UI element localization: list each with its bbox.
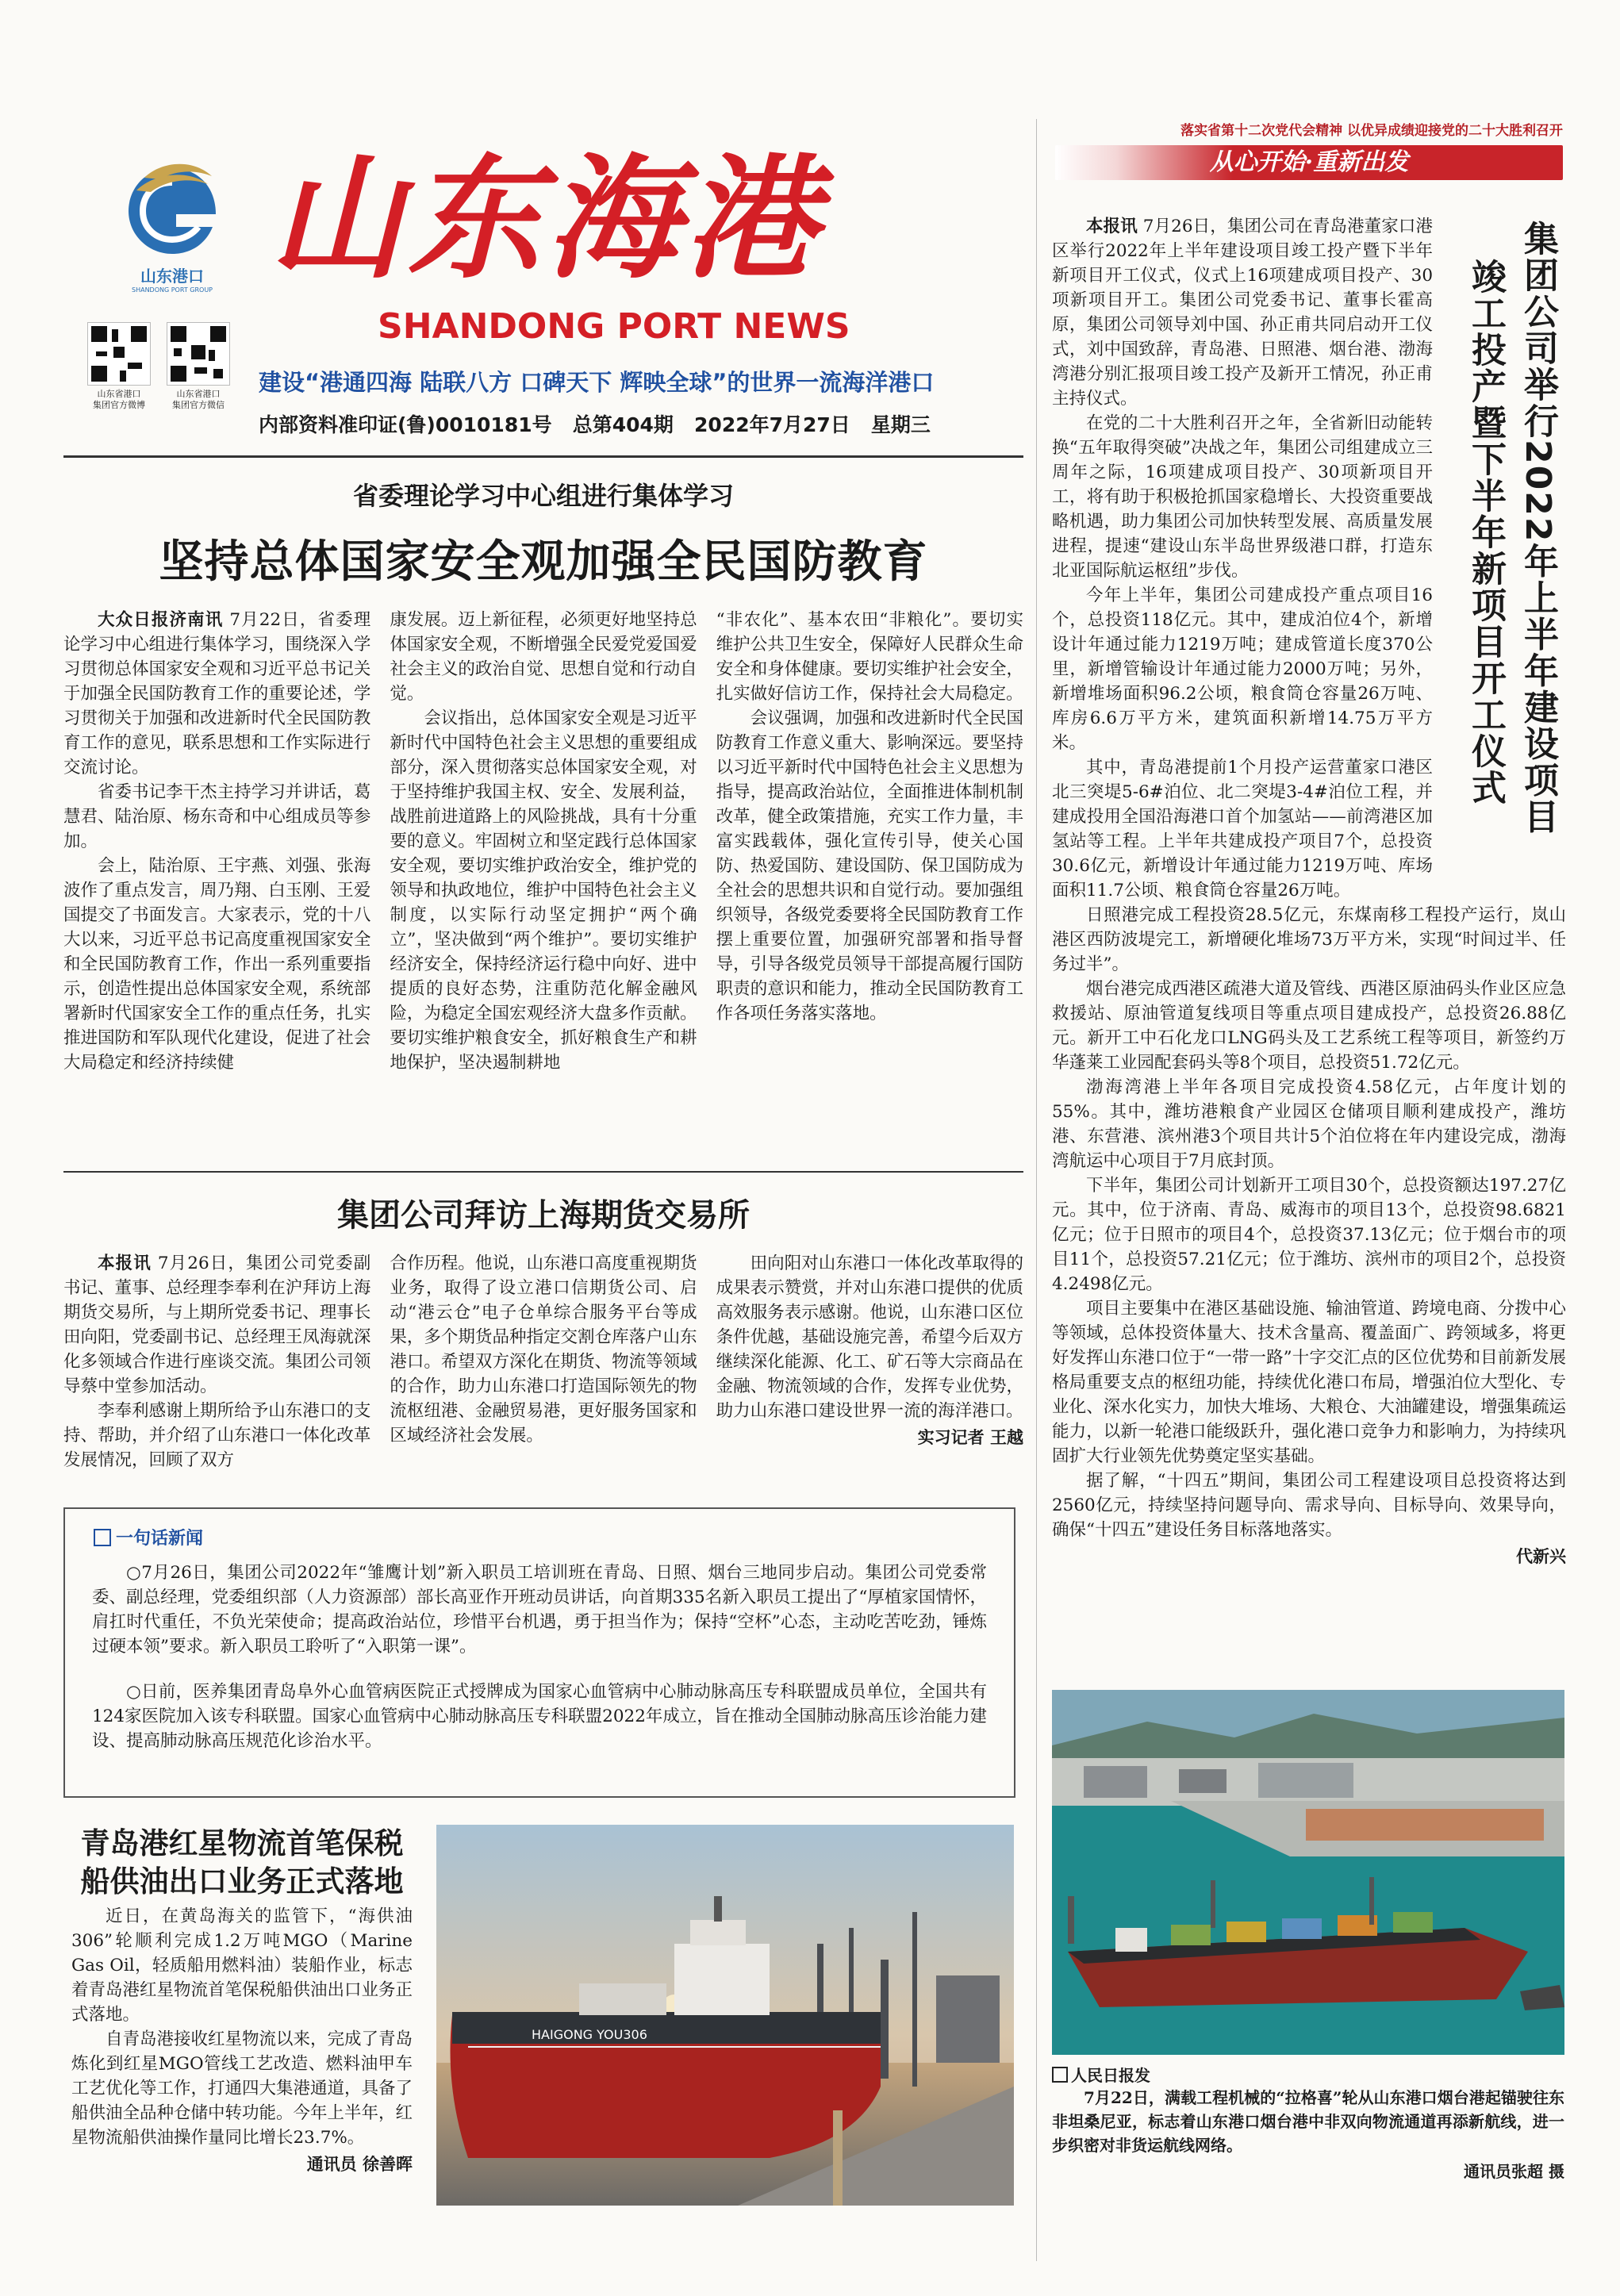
paragraph: 李奉利感谢上期所给予山东港口的支持、帮助，并介绍了山东港口一体化改革发展情况，回顾了双方 bbox=[63, 1401, 371, 1470]
masthead bbox=[63, 140, 1023, 452]
article3-headline-line2: 船供油出口业务正式落地 bbox=[80, 1864, 404, 1899]
paragraph: 7月22日，省委理论学习中心组进行集体学习，围绕深入学习贯彻总体国家安全观和习近平总书记关于加强全民国防教育工作的重要论述，学习贯彻关于加强和改进新时代全民国防教育工作的意见，联系思想和工作实际进行交流讨论。 bbox=[63, 610, 371, 777]
paragraph: 渤海湾港上半年各项目完成投资4.58亿元，占年度计划的55%。其中，潍坊港粮食产业园区仓储项目顺利建成投产，潍坊港、东营港、滨州港3个项目共计5个泊位将在年内建设完成，渤海湾航运中心项目于7月底封顶。 bbox=[1052, 1077, 1566, 1171]
paragraph: 会议强调，加强和改进新时代全民国防教育工作意义重大、影响深远。要坚持以习近平新时代中国特色社会主义思想为指导，提高政治站位，全面推进体制机制改革，健全政策措施，充实工作力量，丰富实践载体，强化宣传引导，使关心国防、热爱国防、建设国防、保卫国防成为全社会的思想共识和自觉行动。要加强组织领导，各级党委要将全民国防教育工作摆上重要位置，加强研究部署和指导督导，引导各级党员领导干部提高履行国防职责的意识和能力，推动全民国防教育工作各项任务落实落地。 bbox=[716, 708, 1023, 1023]
news-brief-item: ○日前，医养集团青岛阜外心血管病医院正式授牌成为国家心血管病中心肺动脉高压专科联盟成员单位，全国共有124家医院加入该专科联盟。国家心血管病中心肺动脉高压专科联盟2022年成立，旨在推动全国肺动脉高压诊治能力建设、提高肺动脉高压规范化诊治水平。 bbox=[92, 1682, 987, 1751]
ship-photo bbox=[436, 1825, 1014, 2206]
paragraph: “非农化”、基本农田“非粮化”。要切实维护公共卫生安全，保障好人民群众生命安全和身体健康。要切实维护社会安全，扎实做好信访工作，保持社会大局稳定。 bbox=[716, 610, 1023, 704]
paragraph: 其中，青岛港提前1个月投产运营董家口港区北三突堤5-6#泊位、北二突堤3-4#泊位工程，并建成投用全国沿海港口首个加氢站——前湾港区加氢站等工程。上半年共建成投产项目7个，总投资30.6亿元，新增设计年通过能力1219万吨、库场面积11.7公顷、粮食筒仓容量26万吨。 bbox=[1052, 758, 1433, 900]
qr-wechat-label: 山东省港口 集团官方微信 bbox=[172, 389, 225, 410]
article1-col1 bbox=[63, 608, 370, 1075]
article2-headline: 集团公司拜访上海期货交易所 bbox=[337, 1197, 750, 1234]
campaign-banner bbox=[1055, 119, 1563, 182]
paragraph: 7月26日，集团公司在青岛港董家口港区举行2022年上半年建设项目竣工投产暨下半年新项目开工仪式，仪式上16项建成项目投产、30项新项目开工。集团公司党委书记、董事长霍高原，集团公司领导刘中国、孙正甫共同启动开工仪式，刘中国致辞，青岛港、日照港、烟台港、渤海湾港分别汇报项目竣工投产及新开工情况，孙正甫主持仪式。 bbox=[1052, 217, 1433, 409]
news-brief-item: ○7月26日，集团公司2022年“雏鹰计划”新入职员工培训班在青岛、日照、烟台三地同步启动。集团公司党委常委、副总经理，党委组织部（人力资源部）部长高亚作开班动员讲话，向首期335名新入职员工提出了“厚植家国情怀，肩扛时代重任，不负光荣使命；提高政治站位，珍惜平台机遇，勇于担当作为；保持“空杯”心态，主动吃苦吃劲，锤炼过硬本领”要求。新入职员工聆听了“入职第一课”。 bbox=[92, 1563, 987, 1657]
article4-headline-line1: 集团公司举行2022年上半年建设项目 bbox=[1518, 221, 1558, 835]
masthead-title: 山东海港 bbox=[270, 140, 822, 297]
paragraph: 在党的二十大胜利召开之年，全省新旧动能转换“五年取得突破”决战之年，集团公司组建成立三周年之际，16项建成项目投产、30项新项目开工，将有助于积极抢抓国家稳增长、大投资重要战略机遇，助力集团公司加快转型发展、高质量发展进程，提速“建设山东半岛世界级港口群，打造东北亚国际航运枢纽”步伐。 bbox=[1052, 413, 1433, 581]
masthead-info: 内部资料准印证(鲁)0010181号 总第404期 2022年7月27日 星期三 bbox=[259, 413, 931, 436]
square-icon bbox=[1052, 2067, 1068, 2083]
ship-name-label: HAIGONG YOU306 bbox=[532, 2027, 647, 2042]
paragraph: 会上，陆治原、王宇燕、刘强、张海波作了重点发言，周乃翔、白玉刚、王爱国提交了书面发言。大家表示，党的十八大以来，习近平总书记高度重视国家安全和全民国防教育工作，作出一系列重要指示，创造性提出总体国家安全观，系统部署新时代国家安全工作的重点任务，扎实推进国防和军队现代化建设，促进了社会大局稳定和经济持续健 bbox=[63, 856, 371, 1073]
paragraph: 日照港完成工程投资28.5亿元，东煤南移工程投产运行，岚山港区西防波堤完工，新增硬化堆场73万平方米，实现“时间过半、任务过半”。 bbox=[1052, 905, 1566, 974]
paragraph: 合作历程。他说，山东港口高度重视期货业务，取得了设立港口信期货公司、启动“港云仓”电子仓单综合服务平台等成果，多个期货品种指定交割仓库落户山东港口。希望双方深化在期货、物流等领域的合作，助力山东港口打造国际领先的物流枢纽港、金融贸易港，更好服务国家和区域经济社会发展。 bbox=[390, 1254, 697, 1446]
news-brief-box bbox=[63, 1507, 1015, 1798]
paragraph: 近日，在黄岛海关的监管下，“海供油306”轮顺利完成1.2万吨MGO（Marine Gas Oil，轻质船用燃料油）装船作业，标志着青岛港红星物流首笔保税船供油出口业务正式落地。 bbox=[71, 1906, 413, 2025]
article2-col2 bbox=[390, 1251, 697, 1472]
photo-label: 人民日报发 bbox=[1071, 2066, 1150, 2085]
banner-main bbox=[1055, 145, 1563, 180]
group-logo bbox=[113, 154, 232, 297]
paragraph: 康发展。迈上新征程，必须更好地坚持总体国家安全观，不断增强全民爱党爱国爱社会主义的政治自觉、思想自觉和行动自觉。 bbox=[390, 610, 697, 704]
article4-top-text bbox=[1052, 214, 1433, 903]
article2-col3 bbox=[716, 1251, 1023, 1472]
paragraph: 项目主要集中在港区基础设施、输油管道、跨境电商、分拨中心等领域，总体投资体量大、技术含量高、覆盖面广、跨领域多，将更好发挥山东港口位于“一带一路”十字交汇点的区位优势和目前新发展格局重要支点的枢纽功能，持续优化港口布局，增强泊位大型化、专业化、深水化实力，加快大堆场、大粮仓、大油罐建设，增强集疏运能力，以新一轮港口能级跃升，强化港口竞争力和影响力，为持续巩固扩大行业领先优势奠定坚实基础。 bbox=[1052, 1299, 1566, 1466]
masthead-title-en: SHANDONG PORT NEWS bbox=[378, 306, 850, 347]
article1-col2 bbox=[390, 608, 697, 1075]
port-photo bbox=[1052, 1690, 1564, 2055]
paragraph: 田向阳对山东港口一体化改革取得的成果表示赞赏，并对山东港口提供的优质高效服务表示感谢。他说，山东港口区位条件优越，基础设施完善，希望今后双方继续深化能源、化工、矿石等大宗商品在金融、物流领域的合作，发挥专业优势，助力山东港口建设世界一流的海洋港口。 bbox=[716, 1254, 1023, 1421]
paragraph: 自青岛港接收红星物流以来，完成了青岛炼化到红星MGO管线工艺改造、燃料油甲车工艺优化等工作，打通四大集港通道，具备了船供油全品种仓储中转功能。今年上半年，红星物流船供油操作量同比增长23.7%。 bbox=[71, 2029, 413, 2148]
article4-bottom-text bbox=[1052, 903, 1566, 1568]
paragraph: 省委书记李干杰主持学习并讲话，葛慧君、陆治原、杨东奇和中心组成员等参加。 bbox=[63, 782, 371, 851]
qr-weibo-label: 山东省港口 集团官方微博 bbox=[93, 389, 145, 410]
paragraph: 今年上半年，集团公司建成投产重点项目16个，总投资118亿元。其中，建成泊位4个，新增设计年通过能力1219万吨；建成管道长度370公里，新增管输设计年通过能力2000万吨；另外，新增堆场面积96.2公顷，粮食筒仓容量26万吨、库房6.6万平方米，建筑面积新增14.75万平方米。 bbox=[1052, 586, 1433, 753]
paragraph: 会议指出，总体国家安全观是习近平新时代中国特色社会主义思想的重要组成部分，深入贯彻落实总体国家安全观，对于坚持维护我国主权、安全、发展利益，战胜前进道路上的风险挑战，具有十分重要的意义。牢固树立和坚定践行总体国家安全观，要切实维护政治安全，维护党的领导和执政地位，维护中国特色社会主义制度，以实际行动坚定拥护“两个确立”，坚决做到“两个维护”。要切实维护经济安全，保持经济运行稳中向好、进中提质的良好态势，注重防范化解金融风险，为稳定全国宏观经济大盘多作贡献。要切实维护粮食安全，抓好粮食生产和耕地保护，坚决遏制耕地 bbox=[390, 708, 697, 1073]
photo-credit: 通讯员张超 摄 bbox=[1464, 2162, 1564, 2181]
paragraph: 烟台港完成西港区疏港大道及管线、西港区原油码头作业区应急救援站、原油管道复线项目等重点项目建成投产，总投资26.88亿元。新开工中石化龙口LNG码头及工艺系统工程等项目，新签约万华蓬莱工业园配套码头等8个项目，总投资51.72亿元。 bbox=[1052, 979, 1566, 1073]
article2-credit: 实习记者 王越 bbox=[917, 1428, 1023, 1447]
paragraph: 下半年，集团公司计划新开工项目30个，总投资额达197.27亿元。其中，位于济南、青岛、威海市的项目13个，总投资98.6821亿元；位于日照市的项目4个，总投资37.13亿元；位于烟台市的项目11个，总投资57.21亿元；位于潍坊、滨州市的项目2个，总投资4.2498亿元。 bbox=[1052, 1176, 1566, 1294]
banner-main-text: 从心开始·重新出发 bbox=[1209, 148, 1409, 176]
article-national-security bbox=[63, 476, 1023, 1075]
article-project-ceremony bbox=[1052, 214, 1568, 1568]
logo-subtext: SHANDONG PORT GROUP bbox=[132, 286, 213, 294]
qr-wechat bbox=[159, 322, 238, 411]
news-brief-label: 一句话新闻 bbox=[116, 1529, 204, 1549]
qr-code-icon bbox=[87, 322, 151, 386]
article3-headline-line1: 青岛港红星物流首笔保税 bbox=[80, 1826, 404, 1860]
article4-credit: 代新兴 bbox=[1516, 1547, 1566, 1566]
article1-headline: 坚持总体国家安全观加强全民国防教育 bbox=[159, 536, 928, 588]
article4-headline-line2: 竣工投产暨下半年新项目开工仪式 bbox=[1465, 259, 1506, 806]
article1-col3 bbox=[716, 608, 1023, 1075]
photo-caption: 7月22日，满载工程机械的“拉格喜”轮从山东港口烟台港起锚驶往东非坦桑尼亚，标志着山东港口烟台港中非双向物流通道再添新航线，进一步织密对非货运航线网络。 bbox=[1052, 2088, 1564, 2155]
port-logo-icon bbox=[113, 154, 232, 265]
logo-text: 山东港口 bbox=[140, 267, 204, 286]
article2-col1 bbox=[63, 1251, 370, 1472]
paragraph: 据了解，“十四五”期间，集团公司工程建设项目总投资将达到2560亿元，持续坚持问题导向、需求导向、目标导向、效果导向，确保“十四五”建设任务目标落地落实。 bbox=[1052, 1471, 1566, 1540]
photo-label-row bbox=[1052, 2063, 1564, 2086]
article2-lead: 本报讯 bbox=[98, 1254, 152, 1273]
banner-top-line: 落实省第十二次党代会精神 以优异成绩迎接党的二十大胜利召开 bbox=[1180, 123, 1563, 139]
qr-code-icon bbox=[167, 322, 230, 386]
photo-caption-block bbox=[1052, 2063, 1564, 2182]
article3-credit: 通讯员 徐善晖 bbox=[306, 2155, 413, 2174]
article-shfe-visit bbox=[63, 1190, 1023, 1472]
news-brief-header bbox=[94, 1525, 1014, 1549]
square-icon bbox=[94, 1529, 111, 1546]
article1-lead: 大众日报济南讯 bbox=[98, 610, 224, 630]
article-bonded-fuel bbox=[71, 1825, 413, 2175]
article4-lead: 本报讯 bbox=[1086, 217, 1138, 236]
masthead-slogan: 建设“港通四海 陆联八方 口碑天下 辉映全球”的世界一流海洋港口 bbox=[259, 369, 935, 396]
article4-headline bbox=[1457, 214, 1568, 912]
article1-kicker: 省委理论学习中心组进行集体学习 bbox=[352, 481, 734, 511]
paragraph: 7月26日，集团公司党委副书记、董事、总经理李奉利在沪拜访上海期货交易所，与上期所党委书记、理事长田向阳，党委副书记、总经理王凤海就深化多领域合作进行座谈交流。集团公司领导蔡中堂参加活动。 bbox=[63, 1254, 371, 1396]
qr-weibo bbox=[79, 322, 159, 411]
